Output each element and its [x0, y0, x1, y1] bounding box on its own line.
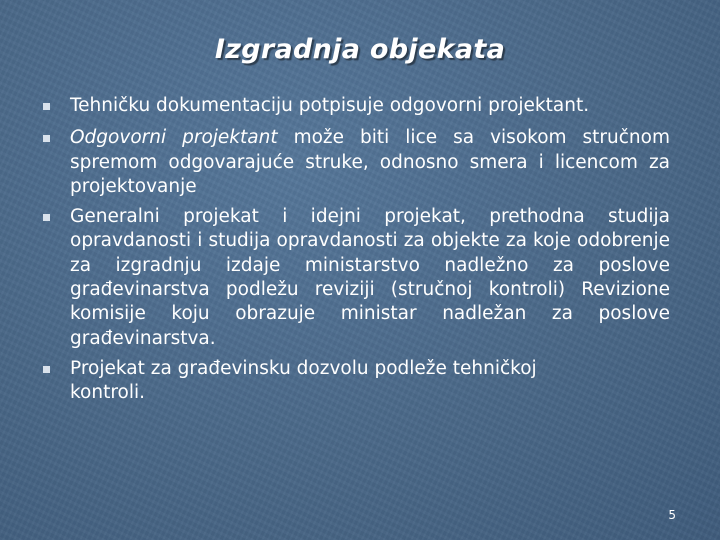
bullet-text: može biti lice sa visokom stručnom spremom odgovarajuće struke, odnosno smera i licencom za projektovanje [70, 127, 670, 197]
bullet-text: Generalni projekat i idejni projekat, prethodna studija opravdanosti i studija opravdanosti za objekte za koje odobrenje za izgradnju izdaje ministarstvo nadležno za poslove građevinarstva podležu reviziji (stručnoj kontroli) Revizione komisije koju obrazuje ministar nadležan za poslove građevinarstva. [70, 206, 670, 349]
square-bullet-icon [43, 103, 50, 110]
slide-title: Izgradnja objekata [214, 34, 506, 65]
square-bullet-icon [43, 135, 50, 142]
bullet-text: Projekat za građevinsku dozvolu podleže tehničkoj kontroli. [70, 357, 537, 404]
square-bullet-icon [43, 214, 50, 221]
bullet-list [40, 94, 670, 406]
bullet-item [40, 94, 670, 118]
bullet-italic-lead: Odgovorni projektant [70, 127, 278, 149]
bullet-item [40, 126, 670, 199]
square-bullet-icon [43, 366, 50, 373]
bullet-item [40, 357, 670, 406]
bullet-text: Tehničku dokumentaciju potpisuje odgovorni projektant. [70, 95, 590, 116]
bullet-item [40, 205, 670, 351]
page-number: 5 [668, 508, 676, 522]
